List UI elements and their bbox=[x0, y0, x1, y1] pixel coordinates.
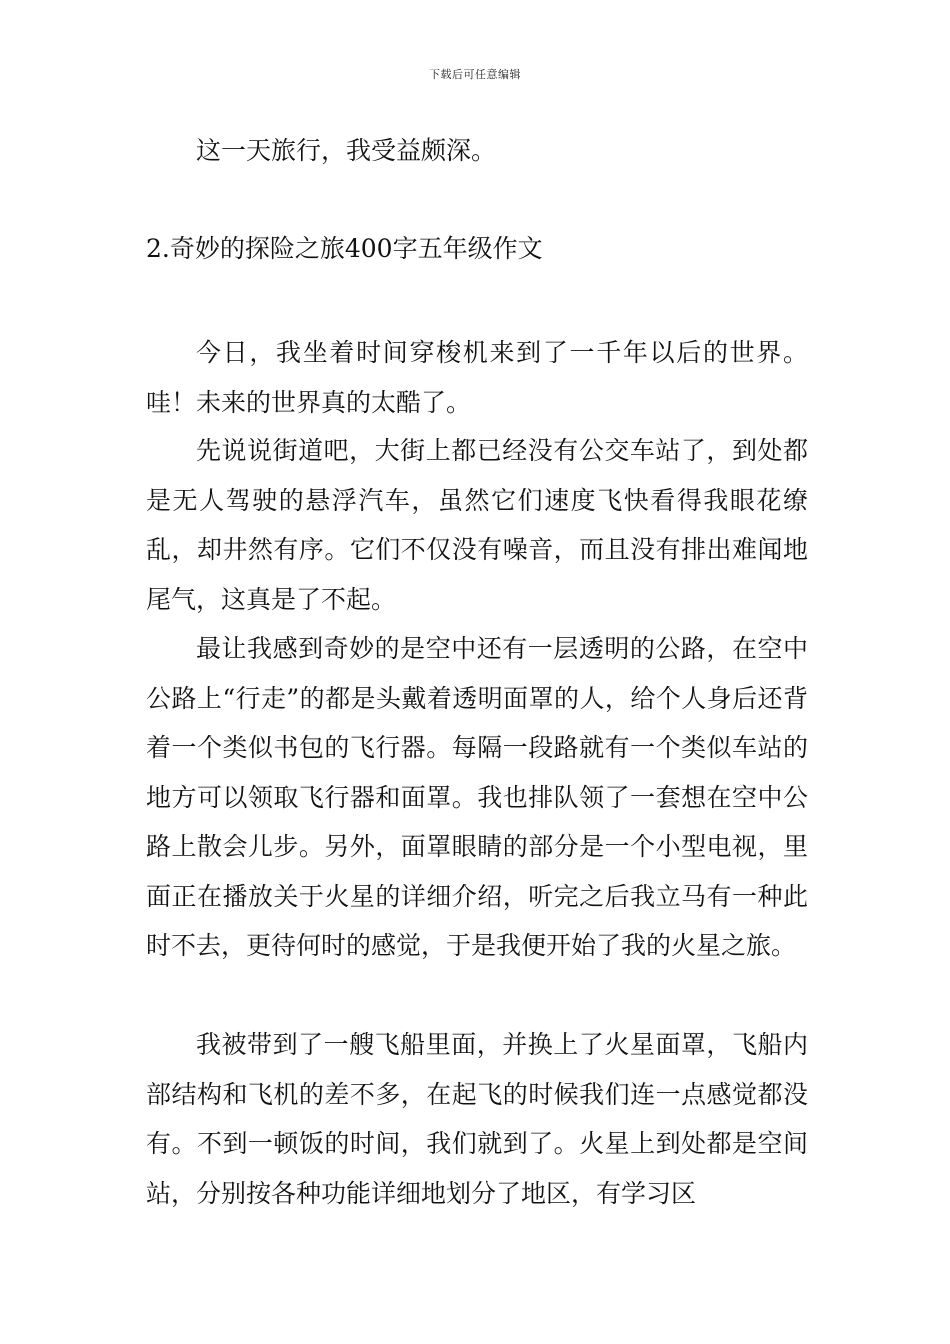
page-header-note: 下载后可任意编辑 bbox=[429, 68, 521, 81]
essay-title: 2.奇妙的探险之旅400字五年级作文 bbox=[146, 234, 543, 263]
paragraph-3: 最让我感到奇妙的是空中还有一层透明的公路，在空中公路上“行走”的都是头戴着透明面罩的人，给个人身后还背着一个类似书包的飞行器。每隔一段路就有一个类似车站的地方可以领取飞行器和面罩。我也排队领了一套想在空中公路上散会儿步。另外，面罩眼睛的部分是一个小型电视，里面正在播放关于火星的详细介绍，听完之后我立马有一种此时不去，更待何时的感觉，于是我便开始了我的火星之旅。 bbox=[146, 634, 808, 960]
paragraph-4: 我被带到了一艘飞船里面，并换上了火星面罩，飞船内部结构和飞机的差不多，在起飞的时候我们连一点感觉都没有。不到一顿饭的时间，我们就到了。火星上到处都是空间站，分别按各种功能详细地划分了地区，有学习区 bbox=[146, 1030, 808, 1208]
paragraph-2: 先说说街道吧，大街上都已经没有公交车站了，到处都是无人驾驶的悬浮汽车，虽然它们速度飞快看得我眼花缭乱，却井然有序。它们不仅没有噪音，而且没有排出难闻地尾气，这真是了不起。 bbox=[146, 436, 808, 614]
paragraph-1: 今日，我坐着时间穿梭机来到了一千年以后的世界。哇！未来的世界真的太酷了。 bbox=[146, 338, 808, 417]
paragraph-closing: 这一天旅行，我受益颇深。 bbox=[196, 136, 497, 165]
